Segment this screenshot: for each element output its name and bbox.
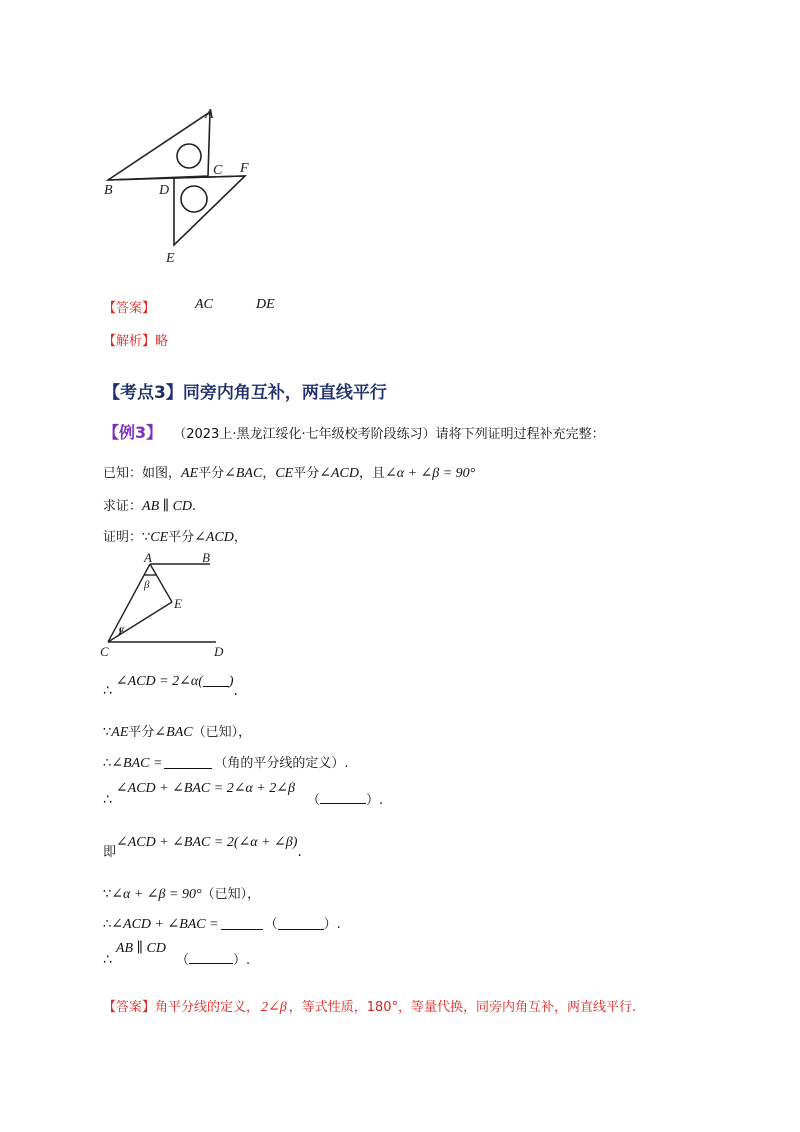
fig2-label-beta: β: [144, 579, 150, 591]
label-d: D: [159, 183, 170, 198]
step8-close: ）.: [232, 953, 251, 968]
step7-open: （: [264, 917, 278, 932]
answer1-row: [103, 297, 155, 316]
step5-line: [103, 834, 302, 860]
known-bac: ∠BAC: [224, 466, 263, 481]
step1-line: [103, 672, 238, 699]
step7-blank-1[interactable]: [221, 915, 263, 930]
answer3-part1: 角平分线的定义，: [155, 1000, 260, 1015]
step5-dot: .: [297, 844, 302, 860]
proof-bisect: 平分: [168, 530, 195, 545]
analysis1-text: 略: [155, 334, 169, 349]
step4-line: [103, 780, 383, 808]
figure-parallel-lines: [98, 550, 228, 660]
prove-stmt: AB ∥ CD: [142, 499, 193, 514]
circle-lower: [181, 186, 207, 212]
step2-line: [103, 721, 251, 741]
answer3-line: [103, 996, 636, 1016]
step7-line: [103, 913, 341, 933]
answer3-tag: 【答案】: [103, 1000, 156, 1015]
analysis1-tag: 【解析】: [103, 334, 156, 349]
step2-text: 平分: [128, 725, 155, 740]
proof-comma: ，: [233, 530, 247, 545]
step6-reason: （已知），: [201, 887, 261, 902]
step1-blank[interactable]: [203, 672, 229, 687]
step1-dot: .: [233, 683, 238, 699]
step2-because: ∵: [103, 725, 112, 740]
proof-acd: ∠ACD: [194, 530, 234, 545]
step8-line: [103, 940, 250, 968]
known-bisect2: 平分: [293, 466, 320, 481]
known-acd: ∠ACD: [319, 466, 359, 481]
label-c: C: [213, 163, 223, 178]
step8-open: （: [175, 953, 189, 968]
step8-expr: AB ∥ CD: [115, 941, 166, 956]
known-ce: CE: [275, 466, 294, 481]
fig2-label-alpha: α: [119, 624, 125, 635]
prove-line: [103, 495, 196, 515]
step3-therefore: ∴: [103, 756, 112, 771]
step1-expr: ∠ACD = 2∠α: [115, 674, 199, 689]
step5-expr: ∠ACD + ∠BAC = 2(∠α + ∠β): [116, 835, 298, 850]
line-ce: [108, 602, 172, 642]
line-ae: [150, 564, 172, 602]
step3-line: [103, 752, 349, 772]
example3-tag: 【例3】: [103, 423, 163, 442]
proof-ce: CE: [150, 530, 169, 545]
fig2-label-e: E: [174, 596, 182, 611]
answer3-part3: ，等式性质，180°，等量代换，同旁内角互补，两直线平行.: [288, 1000, 637, 1015]
step6-because: ∵: [103, 887, 112, 902]
step8-therefore: ∴: [103, 952, 112, 968]
fig2-label-a: A: [144, 550, 152, 565]
step3-reason: （角的平分线的定义）.: [214, 756, 349, 771]
known-prefix: 已知：如图，: [103, 466, 182, 481]
step8-blank[interactable]: [189, 949, 233, 964]
label-a: A: [205, 107, 214, 122]
step2-reason: （已知），: [192, 725, 252, 740]
step2-bac: ∠BAC: [154, 725, 193, 740]
label-e: E: [166, 251, 175, 266]
fig2-label-d: D: [214, 644, 224, 659]
step2-ae: AE: [111, 725, 129, 740]
step1-paren-open: (: [198, 674, 203, 689]
step4-therefore: ∴: [103, 792, 112, 808]
step6-line: [103, 883, 260, 903]
step7-therefore: ∴: [103, 917, 112, 932]
step1-paren-close: ): [228, 674, 234, 689]
step4-open: （: [306, 793, 320, 808]
step4-blank[interactable]: [320, 789, 366, 804]
section3-title: 【考点3】同旁内角互补，两直线平行: [103, 383, 387, 403]
analysis1-row: [103, 330, 168, 349]
figure-two-triangles: [100, 100, 260, 270]
step4-expr: ∠ACD + ∠BAC = 2∠α + 2∠β: [115, 781, 295, 796]
proof-line: [103, 526, 247, 546]
fig2-label-c: C: [100, 644, 109, 659]
known-comma1: ，: [262, 466, 276, 481]
label-f: F: [240, 161, 249, 176]
known-line: [103, 462, 475, 482]
prove-dot: .: [192, 499, 197, 514]
answer1-tag: 【答案】: [103, 301, 156, 316]
answer1-value-2: DE: [256, 297, 275, 312]
circle-upper: [177, 144, 201, 168]
line-ac: [108, 564, 150, 642]
known-ae: AE: [181, 466, 199, 481]
answer1-value-1: AC: [195, 297, 213, 312]
triangle-def: [174, 176, 245, 245]
known-sum: ∠α + ∠β = 90°: [384, 466, 476, 481]
step7-blank-2[interactable]: [278, 915, 324, 930]
step3-blank[interactable]: [164, 754, 212, 769]
example3-source: （2023上·黑龙江绥化·七年级校考阶段练习）请将下列证明过程补充完整：: [173, 427, 605, 442]
step6-expr: ∠α + ∠β = 90°: [111, 887, 202, 902]
prove-prefix: 求证：: [103, 499, 143, 514]
label-b: B: [104, 183, 113, 198]
step5-ji: 即: [103, 845, 117, 860]
fig2-label-b: B: [202, 550, 210, 565]
known-bisect1: 平分: [198, 466, 225, 481]
answer3-part2: 2∠β: [261, 1000, 287, 1015]
step7-close: ）.: [323, 917, 341, 932]
step7-expr: ∠ACD + ∠BAC =: [111, 917, 219, 932]
proof-prefix: 证明：∵: [103, 530, 151, 545]
known-comma2: ，且: [358, 466, 385, 481]
example3-header: [103, 420, 605, 443]
step4-close: ）.: [365, 793, 384, 808]
step3-expr: ∠BAC =: [111, 756, 163, 771]
step1-therefore: ∴: [103, 683, 112, 699]
